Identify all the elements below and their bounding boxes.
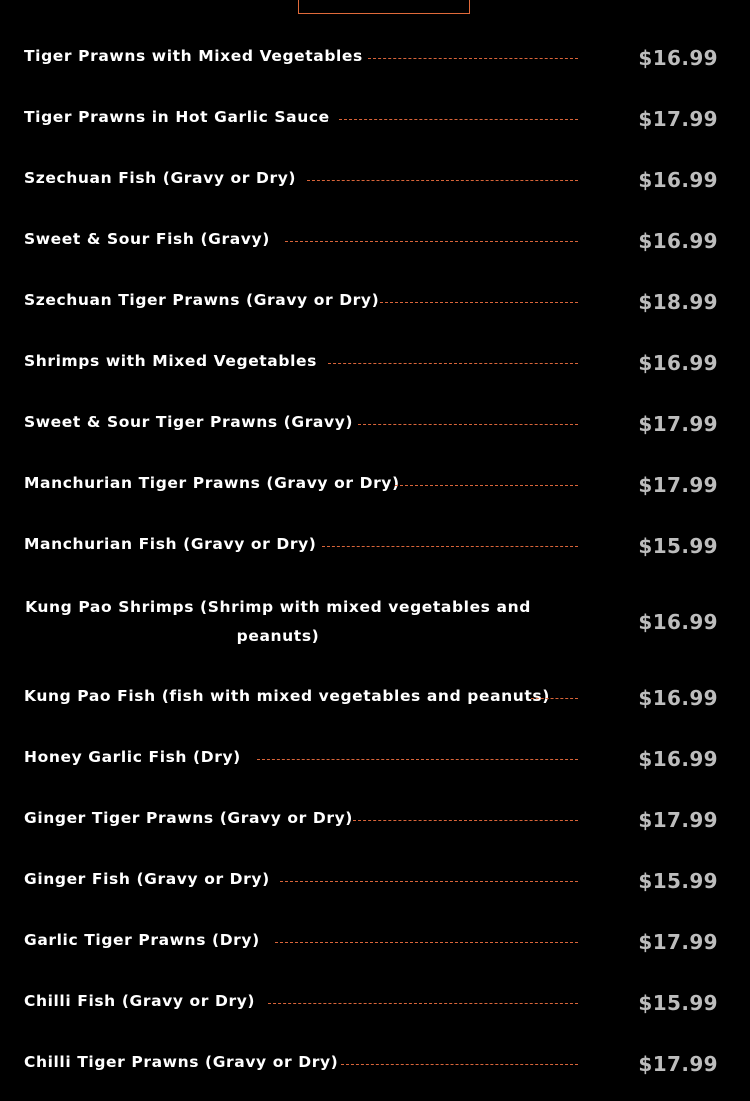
menu-item-row — [0, 150, 750, 211]
dotted-leader — [368, 58, 578, 59]
dotted-leader — [275, 942, 578, 943]
dotted-leader — [339, 119, 578, 120]
dotted-leader — [285, 241, 578, 242]
menu-item-row — [0, 729, 750, 790]
menu-item-name: Szechuan Fish (Gravy or Dry) — [24, 169, 297, 187]
menu-item-price: $16.99 — [638, 229, 718, 253]
menu-item-price: $18.99 — [638, 290, 718, 314]
dotted-leader — [280, 881, 578, 882]
menu-item-row — [0, 790, 750, 851]
menu-item-price: $15.99 — [638, 534, 718, 558]
menu-item-row — [0, 973, 750, 1034]
menu-item-row — [0, 333, 750, 394]
menu-item-name: Ginger Fish (Gravy or Dry) — [24, 870, 270, 888]
menu-item-price: $16.99 — [638, 168, 718, 192]
menu-item-name: Chilli Tiger Prawns (Gravy or Dry) — [24, 1053, 339, 1071]
menu-item-price: $16.99 — [638, 686, 718, 710]
menu-item-name: Honey Garlic Fish (Dry) — [24, 748, 241, 766]
menu-item-row — [0, 668, 750, 729]
menu-item-row — [0, 28, 750, 89]
menu-item-name: Tiger Prawns in Hot Garlic Sauce — [24, 108, 330, 126]
menu-item-price: $16.99 — [638, 747, 718, 771]
menu-item-name: Manchurian Fish (Gravy or Dry) — [24, 535, 317, 553]
menu-item-price: $17.99 — [638, 930, 718, 954]
menu-item-row — [0, 394, 750, 455]
menu-item-price: $16.99 — [638, 46, 718, 70]
dotted-leader — [395, 485, 578, 486]
menu-item-row — [0, 1034, 750, 1095]
menu-item-row — [0, 211, 750, 272]
menu-item-price: $17.99 — [638, 808, 718, 832]
menu-item-price: $15.99 — [638, 869, 718, 893]
menu-item-row — [0, 912, 750, 973]
menu-item-name: Sweet & Sour Fish (Gravy) — [24, 230, 270, 248]
menu-item-row — [0, 89, 750, 150]
menu-item-row — [0, 577, 750, 668]
menu-item-row — [0, 455, 750, 516]
menu-item-name: Tiger Prawns with Mixed Vegetables — [24, 47, 363, 65]
menu-item-name: Szechuan Tiger Prawns (Gravy or Dry) — [24, 291, 380, 309]
menu-item-list — [0, 28, 750, 1095]
dotted-leader — [358, 424, 578, 425]
menu-item-name: Kung Pao Shrimps (Shrimp with mixed vegetables and peanuts) — [25, 598, 531, 645]
menu-item-name: Shrimps with Mixed Vegetables — [24, 352, 317, 370]
menu-item-price: $16.99 — [638, 351, 718, 375]
menu-item-row — [0, 851, 750, 912]
category-tab-outline[interactable] — [298, 0, 470, 14]
menu-item-row — [0, 272, 750, 333]
dotted-leader — [353, 820, 578, 821]
dotted-leader — [307, 180, 578, 181]
menu-item-name: Manchurian Tiger Prawns (Gravy or Dry) — [24, 474, 400, 492]
menu-item-price: $17.99 — [638, 1052, 718, 1076]
menu-item-name: Chilli Fish (Gravy or Dry) — [24, 992, 256, 1010]
menu-item-row — [0, 516, 750, 577]
menu-item-price: $17.99 — [638, 473, 718, 497]
dotted-leader — [268, 1003, 578, 1004]
menu-item-price: $15.99 — [638, 991, 718, 1015]
menu-item-name: Sweet & Sour Tiger Prawns (Gravy) — [24, 413, 354, 431]
dotted-leader — [341, 1064, 578, 1065]
dotted-leader — [328, 363, 578, 364]
dotted-leader — [380, 302, 578, 303]
menu-item-price: $17.99 — [638, 107, 718, 131]
menu-item-name: Kung Pao Fish (fish with mixed vegetables and peanuts) — [24, 687, 550, 705]
menu-item-price: $16.99 — [638, 610, 718, 634]
dotted-leader — [531, 698, 578, 699]
menu-item-price: $17.99 — [638, 412, 718, 436]
menu-item-name: Garlic Tiger Prawns (Dry) — [24, 931, 260, 949]
dotted-leader — [257, 759, 578, 760]
menu-item-name: Ginger Tiger Prawns (Gravy or Dry) — [24, 809, 353, 827]
dotted-leader — [322, 546, 578, 547]
